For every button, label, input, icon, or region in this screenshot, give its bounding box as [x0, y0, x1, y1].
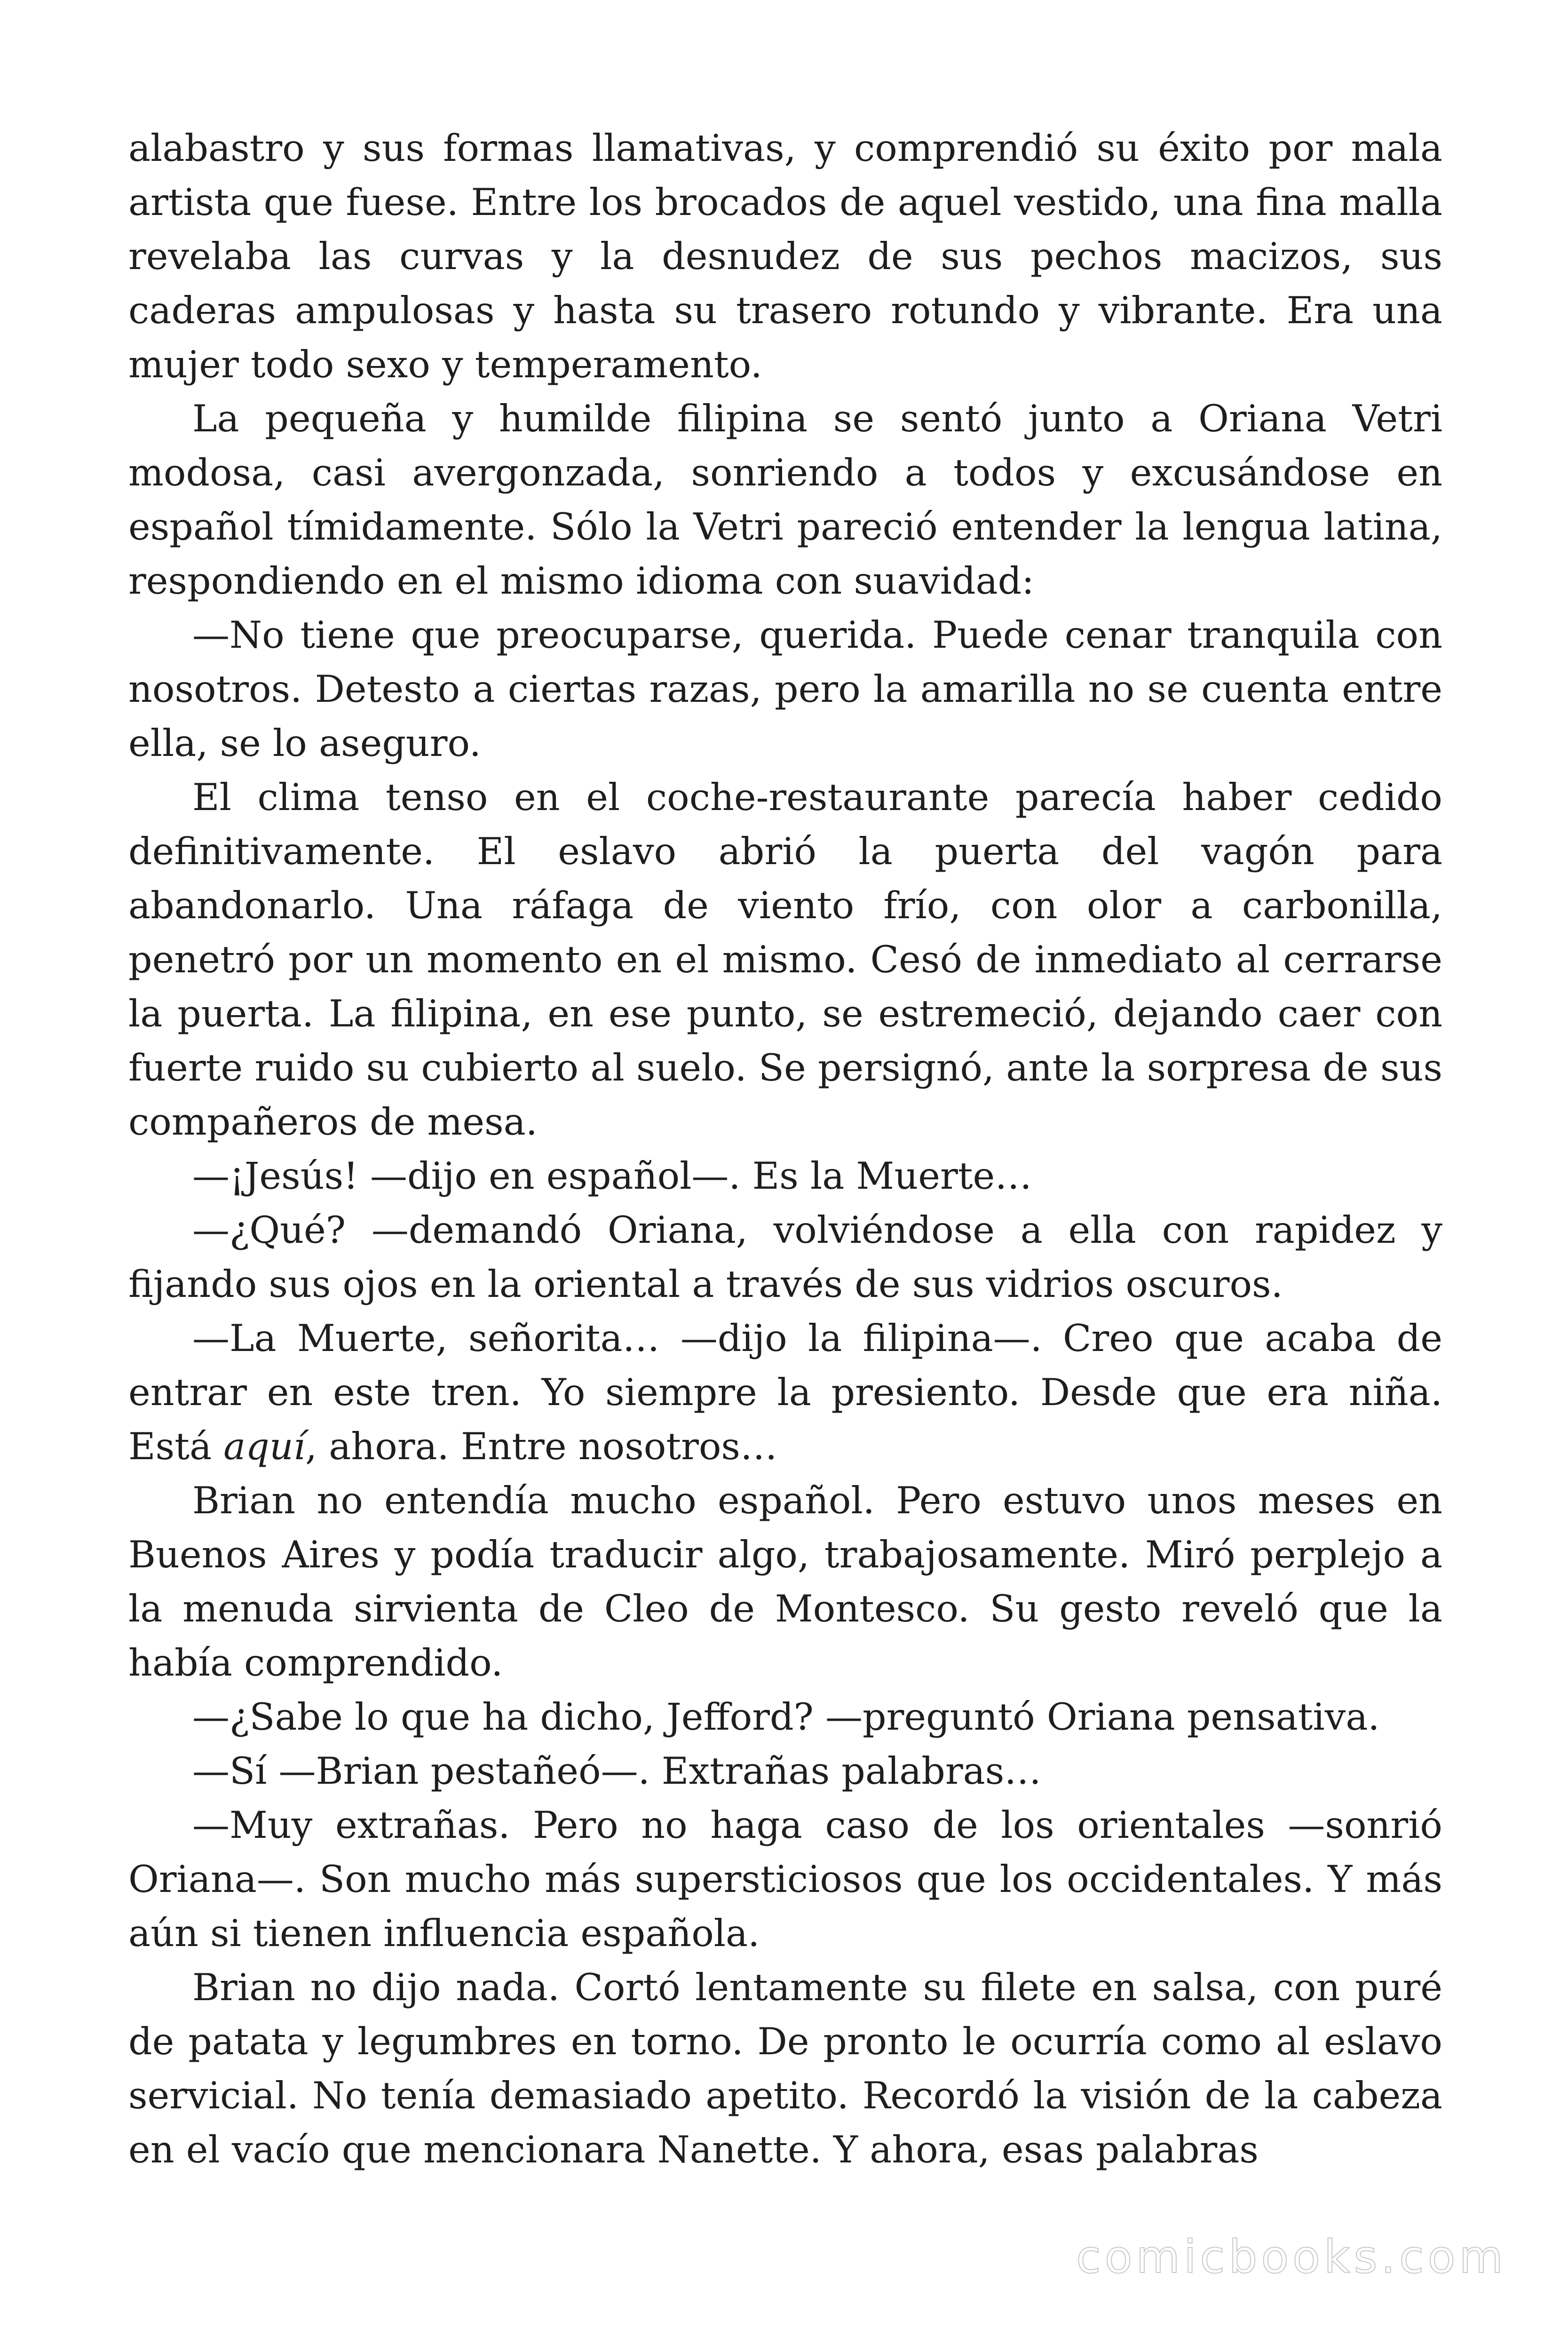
- page-text: [128, 121, 1442, 2177]
- paragraph: La pequeña y humilde filipina se sentó junto a Oriana Vetri modosa, casi avergonzada, sonriendo a todos y excusándose en español tímidamente. Sólo la Vetri pareció entender la lengua latina, respondiendo en el mismo idioma con suavidad:: [128, 397, 1442, 603]
- dialogue-paragraph: [128, 1311, 1442, 1474]
- dialogue-paragraph: —No tiene que preocuparse, querida. Puede cenar tranquila con nosotros. Detesto a ciertas razas, pero la amarilla no se cuenta entre ella, se lo aseguro.: [128, 613, 1442, 765]
- watermark: comicbooks.com: [1076, 2231, 1507, 2283]
- text-run: —La Muerte, señorita… —dijo la filipina—. Creo que acaba de entrar en este tren. Yo siempre la presiento. Desde que era niña. Está: [128, 1317, 1442, 1468]
- dialogue-paragraph: —Muy extrañas. Pero no haga caso de los orientales —sonrió Oriana—. Son mucho más supersticiosos que los occidentales. Y más aún si tienen influencia española.: [128, 1804, 1442, 1955]
- dialogue-paragraph: —¡Jesús! —dijo en español—. Es la Muerte…: [192, 1154, 1032, 1198]
- dialogue-paragraph: —¿Sabe lo que ha dicho, Jefford? —preguntó Oriana pensativa.: [192, 1695, 1380, 1739]
- dialogue-paragraph: —Sí —Brian pestañeó—. Extrañas palabras…: [192, 1749, 1042, 1793]
- emphasis-text: aquí: [223, 1425, 305, 1468]
- paragraph: El clima tenso en el coche-restaurante parecía haber cedido definitivamente. El eslavo abrió la puerta del vagón para abandonarlo. Una ráfaga de viento frío, con olor a carbonilla, penetró por un momento en el mismo. Cesó de inmediato al cerrarse la puerta. La filipina, en ese punto, se estremeció, dejando caer con fuerte ruido su cubierto al suelo. Se persignó, ante la sorpresa de sus compañeros de mesa.: [128, 776, 1442, 1144]
- text-run: , ahora. Entre nosotros…: [305, 1425, 777, 1468]
- paragraph: Brian no dijo nada. Cortó lentamente su filete en salsa, con puré de patata y legumbres en torno. De pronto le ocurría como al eslavo servicial. No tenía demasiado apetito. Recordó la visión de la cabeza en el vacío que mencionara Nanette. Y ahora, esas palabras: [128, 1966, 1442, 2171]
- paragraph-continued: alabastro y sus formas llamativas, y comprendió su éxito por mala artista que fuese. Entre los brocados de aquel vestido, una fina malla revelaba las curvas y la desnudez de sus pechos macizos, sus caderas ampulosas y hasta su trasero rotundo y vibrante. Era una mujer todo sexo y temperamento.: [128, 127, 1442, 386]
- dialogue-paragraph: —¿Qué? —demandó Oriana, volviéndose a ella con rapidez y fijando sus ojos en la oriental a través de sus vidrios oscuros.: [128, 1208, 1442, 1306]
- paragraph: Brian no entendía mucho español. Pero estuvo unos meses en Buenos Aires y podía traducir algo, trabajosamente. Miró perplejo a la menuda sirvienta de Cleo de Montesco. Su gesto reveló que la había comprendido.: [128, 1479, 1442, 1685]
